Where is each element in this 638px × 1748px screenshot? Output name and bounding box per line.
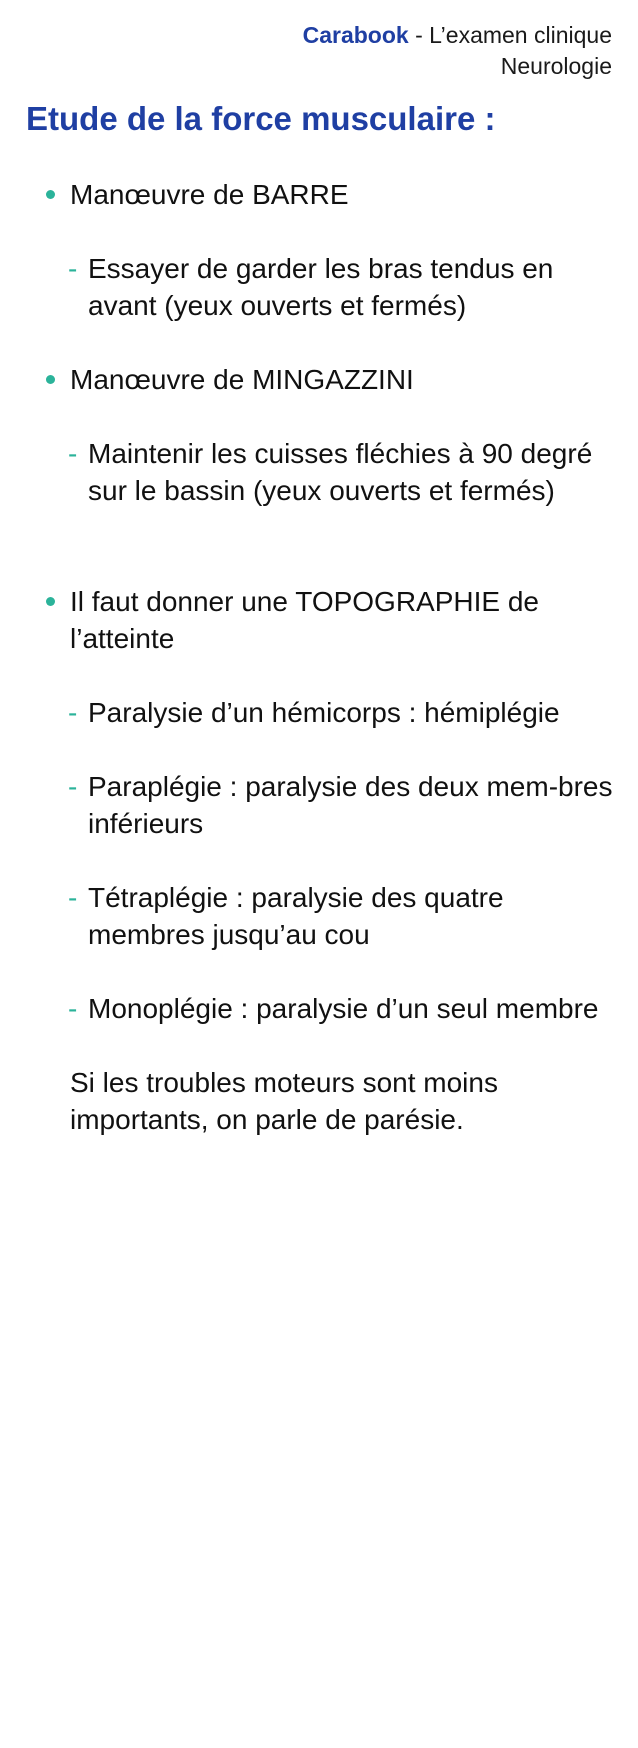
bullet-item-mingazzini xyxy=(46,361,616,398)
sub-text-mingazzini-detail: Maintenir les cuisses fléchies à 90 degré sur le bassin (yeux ouverts et fermés) xyxy=(88,438,593,506)
sub-text-monoplegie: Monoplégie : paralysie d’un seul membre xyxy=(88,993,599,1024)
sub-item-tetraplegie xyxy=(46,879,616,953)
sub-item-monoplegie xyxy=(46,990,616,1027)
bullet-dot-icon xyxy=(46,597,55,606)
bullet-text-topographie: Il faut donner une TOPOGRAPHIE de l’atteinte xyxy=(70,586,539,654)
bullet-text-mingazzini: Manœuvre de MINGAZZINI xyxy=(70,364,414,395)
brand-name: Carabook xyxy=(302,22,409,48)
paresie-note: Si les troubles moteurs sont moins importants, on parle de parésie. xyxy=(70,1067,498,1135)
bullet-item-topographie xyxy=(46,583,616,657)
dash-icon: - xyxy=(68,771,78,802)
page-header xyxy=(303,20,612,82)
sub-item-mingazzini-detail xyxy=(46,435,616,509)
page-title: Etude de la force musculaire : xyxy=(26,100,496,137)
sub-text-paraplegie: Paraplégie : paralysie des deux mem-bres inférieurs xyxy=(88,771,613,839)
dash-icon: - xyxy=(68,438,78,469)
header-line xyxy=(303,20,612,51)
bullet-dot-icon xyxy=(46,375,55,384)
header-section: Neurologie xyxy=(500,53,612,79)
sub-text-tetraplegie: Tétraplégie : paralysie des quatre membres jusqu’au cou xyxy=(88,882,504,950)
sub-item-paraplegie xyxy=(46,768,616,842)
dash-icon: - xyxy=(68,253,78,284)
bullet-dot-icon xyxy=(46,190,55,199)
sub-item-hemiplegie xyxy=(46,694,616,731)
sub-text-hemiplegie: Paralysie d’un hémicorps : hémiplégie xyxy=(88,697,560,728)
dash-icon: - xyxy=(68,882,78,913)
header-subtitle: - L’examen clinique xyxy=(408,22,612,48)
sub-item-barre-detail xyxy=(46,250,616,324)
main-content xyxy=(46,176,616,1138)
dash-icon: - xyxy=(68,993,78,1024)
dash-icon: - xyxy=(68,697,78,728)
bullet-item-barre xyxy=(46,176,616,213)
bullet-text-barre: Manœuvre de BARRE xyxy=(70,179,349,210)
sub-text-barre-detail: Essayer de garder les bras tendus en avant (yeux ouverts et fermés) xyxy=(88,253,554,321)
